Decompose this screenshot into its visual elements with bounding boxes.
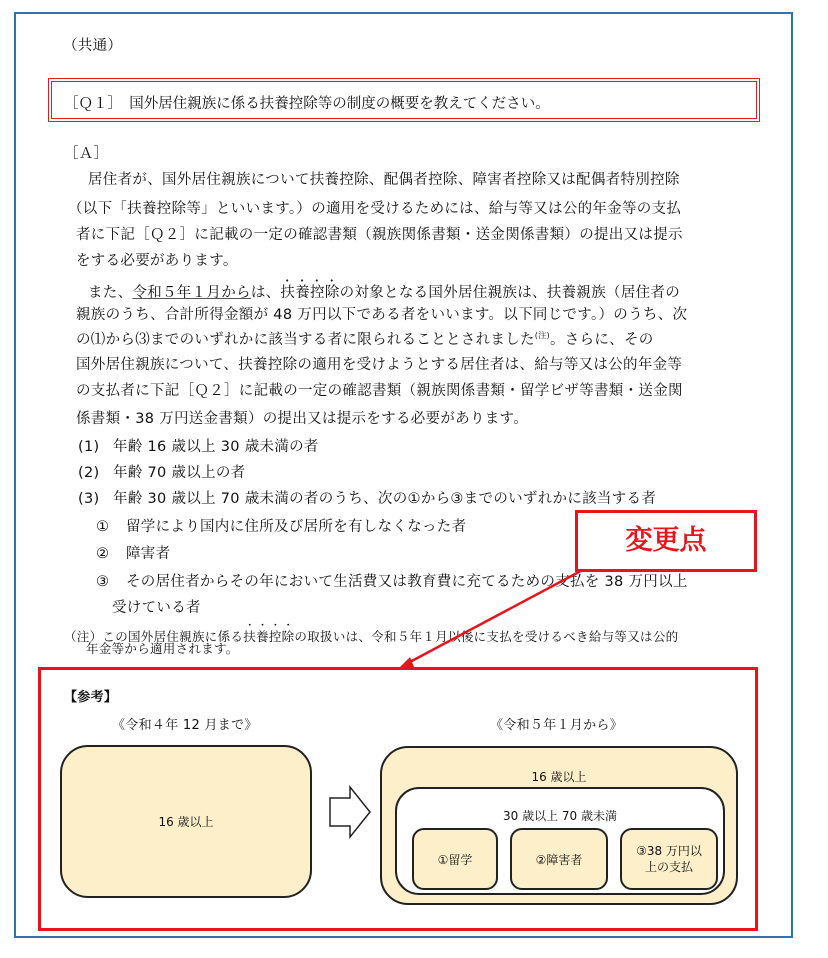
- question-text: ［Ｑ１］ 国外居住親族に係る扶養控除等の制度の概要を教えてください。: [64, 96, 550, 112]
- after-outer-box: 16 歳以上: [380, 746, 738, 905]
- reference-title: 【参考】: [64, 690, 118, 705]
- para2-line: 係書類・38 万円送金書類）の提出又は提示をする必要があります。: [76, 411, 528, 427]
- emphasized-text: 扶養控除: [280, 285, 340, 301]
- para2-line: 国外居住親族について、扶養控除の適用を受けようとする居住者は、給与等又は公的年金等: [76, 357, 683, 373]
- item-number: ②: [96, 546, 110, 562]
- text: の取扱いは、令和５年１月以後に支払を受けるべき給与等又は公的: [294, 629, 679, 644]
- note-mark: (注): [534, 331, 550, 341]
- text: また、: [88, 285, 133, 301]
- category-box: ②障害者: [510, 828, 608, 890]
- item-number: ③: [96, 574, 110, 590]
- item-text: 年齢 16 歳以上 30 歳未満の者: [113, 439, 319, 455]
- text: は、: [250, 285, 281, 301]
- sub-item-cont: 受けている者: [112, 600, 201, 616]
- category-box: ①留学: [412, 828, 498, 890]
- answer-label: ［Ａ］: [64, 146, 109, 162]
- note-label: （注）: [64, 629, 103, 644]
- para2-line: の支払者に下記［Ｑ２］に記載の一定の確認書類（親族関係書類・留学ビザ等書類・送金関: [76, 383, 683, 399]
- after-inner-box: 30 歳以上 70 歳未満: [395, 787, 725, 895]
- item-number: (2): [78, 465, 100, 481]
- item-number: (3): [78, 491, 100, 507]
- para1-line: をする必要があります。: [76, 253, 238, 269]
- change-point-label: 変更点: [575, 510, 757, 572]
- text: この国外居住親族に係る: [102, 629, 244, 644]
- before-heading: 《令和４年 12 月まで》: [112, 718, 258, 733]
- section-label: （共通）: [63, 38, 123, 54]
- item-number: ①: [96, 519, 110, 535]
- underlined-date: 令和５年１月から: [132, 285, 251, 301]
- item-text: 年齢 70 歳以上の者: [113, 465, 246, 481]
- item-text: 留学により国内に住所及び居所を有しなくなった者: [126, 519, 467, 535]
- before-box: 16 歳以上: [60, 745, 312, 898]
- item-text: 年齢 30 歳以上 70 歳未満の者のうち、次の①から③までのいずれかに該当する者: [113, 491, 657, 507]
- para2-line: 親族のうち、合計所得金額が 48 万円以下である者をいいます。以下同じです。）のうち、次: [76, 307, 688, 323]
- text: の対象となる国外居住親族は、扶養親族（居住者の: [339, 285, 681, 301]
- note-line: 年金等から適用されます。: [86, 641, 239, 656]
- para1-line: （以下「扶養控除等」といいます。）の適用を受けるためには、給与等又は公的年金等の支払: [68, 201, 682, 217]
- text: 。さらに、その: [549, 332, 654, 348]
- para1-line: 者に下記［Ｑ２］に記載の一定の確認書類（親族関係書類・送金関係書類）の提出又は提示: [76, 227, 683, 243]
- item-text: 障害者: [126, 546, 171, 562]
- category-box: ③38 万円以上の支払: [620, 828, 718, 890]
- emphasized-text: 扶養控除: [243, 629, 295, 644]
- item-number: (1): [78, 439, 100, 455]
- text: の⑴から⑶までのいずれかに該当する者に限られることとされました: [76, 332, 535, 348]
- para1-line: 居住者が、国外居住親族について扶養控除、配偶者控除、障害者控除又は配偶者特別控除: [88, 172, 680, 188]
- item-text: その居住者からその年において生活費又は教育費に充てるための支払を 38 万円以上: [126, 574, 688, 590]
- after-heading: 《令和５年１月から》: [490, 718, 624, 733]
